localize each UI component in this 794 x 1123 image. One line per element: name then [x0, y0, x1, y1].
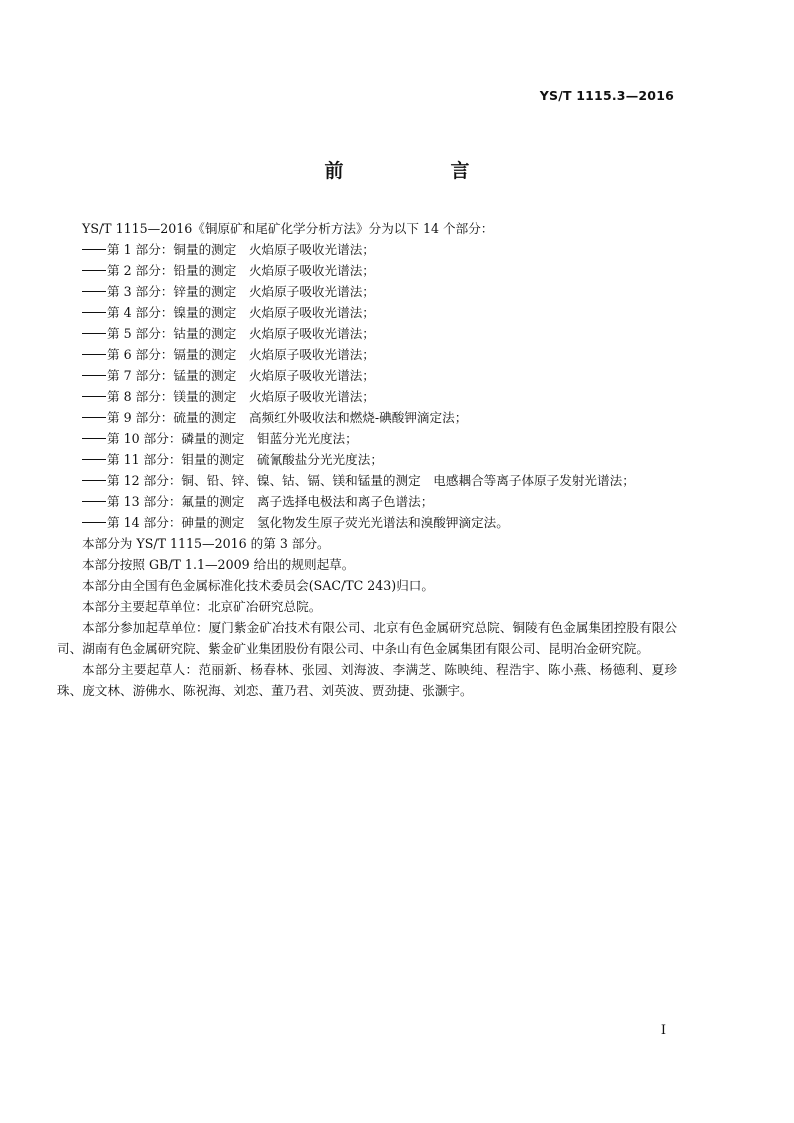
dash-mark — [82, 249, 106, 250]
document-code: YS/T 1115.3—2016 — [539, 88, 674, 103]
page-title: 前 言 — [324, 160, 514, 182]
dash-mark — [82, 396, 106, 397]
dash-mark — [82, 333, 106, 334]
dash-mark — [82, 501, 106, 502]
parts-list — [57, 239, 677, 533]
page-number: I — [660, 1023, 666, 1038]
dash-mark — [82, 270, 106, 271]
drafters-paragraph: 本部分主要起草人：范丽新、杨春林、张园、刘海波、李满芝、陈映纯、程浩宇、陈小燕、杨德利、夏珍珠、庞文林、游佛水、陈祝海、刘恋、董乃君、刘英波、贾劲捷、张灏宇。 — [57, 662, 677, 698]
dash-mark — [82, 291, 106, 292]
committee-paragraph: 本部分由全国有色金属标准化技术委员会(SAC/TC 243)归口。 — [82, 578, 434, 593]
main-drafting-unit-paragraph: 本部分主要起草单位：北京矿冶研究总院。 — [82, 599, 322, 614]
participating-units-paragraph: 本部分参加起草单位：厦门紫金矿冶技术有限公司、北京有色金属研究总院、铜陵有色金属集团控股有限公司、湖南有色金属研究院、紫金矿业集团股份有限公司、中条山有色金属集团有限公司、昆明冶金研究院。 — [57, 620, 677, 656]
dash-mark — [82, 354, 106, 355]
dash-mark — [82, 375, 106, 376]
list-item: 第 2 部分：铅量的测定 火焰原子吸收光谱法； — [57, 260, 677, 281]
list-item: 第 13 部分：氟量的测定 离子选择电极法和离子色谱法； — [57, 491, 677, 512]
list-item: 第 12 部分：铜、铅、锌、镍、钴、镉、镁和锰量的测定 电感耦合等离子体原子发射光谱法； — [57, 470, 677, 491]
dash-mark — [82, 417, 106, 418]
intro-paragraph: YS/T 1115—2016《铜原矿和尾矿化学分析方法》分为以下 14 个部分： — [82, 221, 494, 236]
list-item: 第 9 部分：硫量的测定 高频红外吸收法和燃烧-碘酸钾滴定法； — [57, 407, 677, 428]
list-item: 第 5 部分：钴量的测定 火焰原子吸收光谱法； — [57, 323, 677, 344]
list-item: 第 7 部分：锰量的测定 火焰原子吸收光谱法； — [57, 365, 677, 386]
drafting-rules-paragraph: 本部分按照 GB/T 1.1—2009 给出的规则起草。 — [82, 557, 355, 572]
part-statement-paragraph: 本部分为 YS/T 1115—2016 的第 3 部分。 — [82, 536, 330, 551]
list-item: 第 11 部分：钼量的测定 硫氰酸盐分光光度法； — [57, 449, 677, 470]
foreword-body — [57, 218, 677, 701]
dash-mark — [82, 312, 106, 313]
dash-mark — [82, 522, 106, 523]
dash-mark — [82, 480, 106, 481]
dash-mark — [82, 459, 106, 460]
list-item: 第 6 部分：镉量的测定 火焰原子吸收光谱法； — [57, 344, 677, 365]
list-item: 第 14 部分：砷量的测定 氢化物发生原子荧光光谱法和溴酸钾滴定法。 — [57, 512, 677, 533]
list-item: 第 1 部分：铜量的测定 火焰原子吸收光谱法； — [57, 239, 677, 260]
list-item: 第 8 部分：镁量的测定 火焰原子吸收光谱法； — [57, 386, 677, 407]
list-item: 第 10 部分：磷量的测定 钼蓝分光光度法； — [57, 428, 677, 449]
dash-mark — [82, 438, 106, 439]
list-item: 第 3 部分：锌量的测定 火焰原子吸收光谱法； — [57, 281, 677, 302]
list-item: 第 4 部分：镍量的测定 火焰原子吸收光谱法； — [57, 302, 677, 323]
